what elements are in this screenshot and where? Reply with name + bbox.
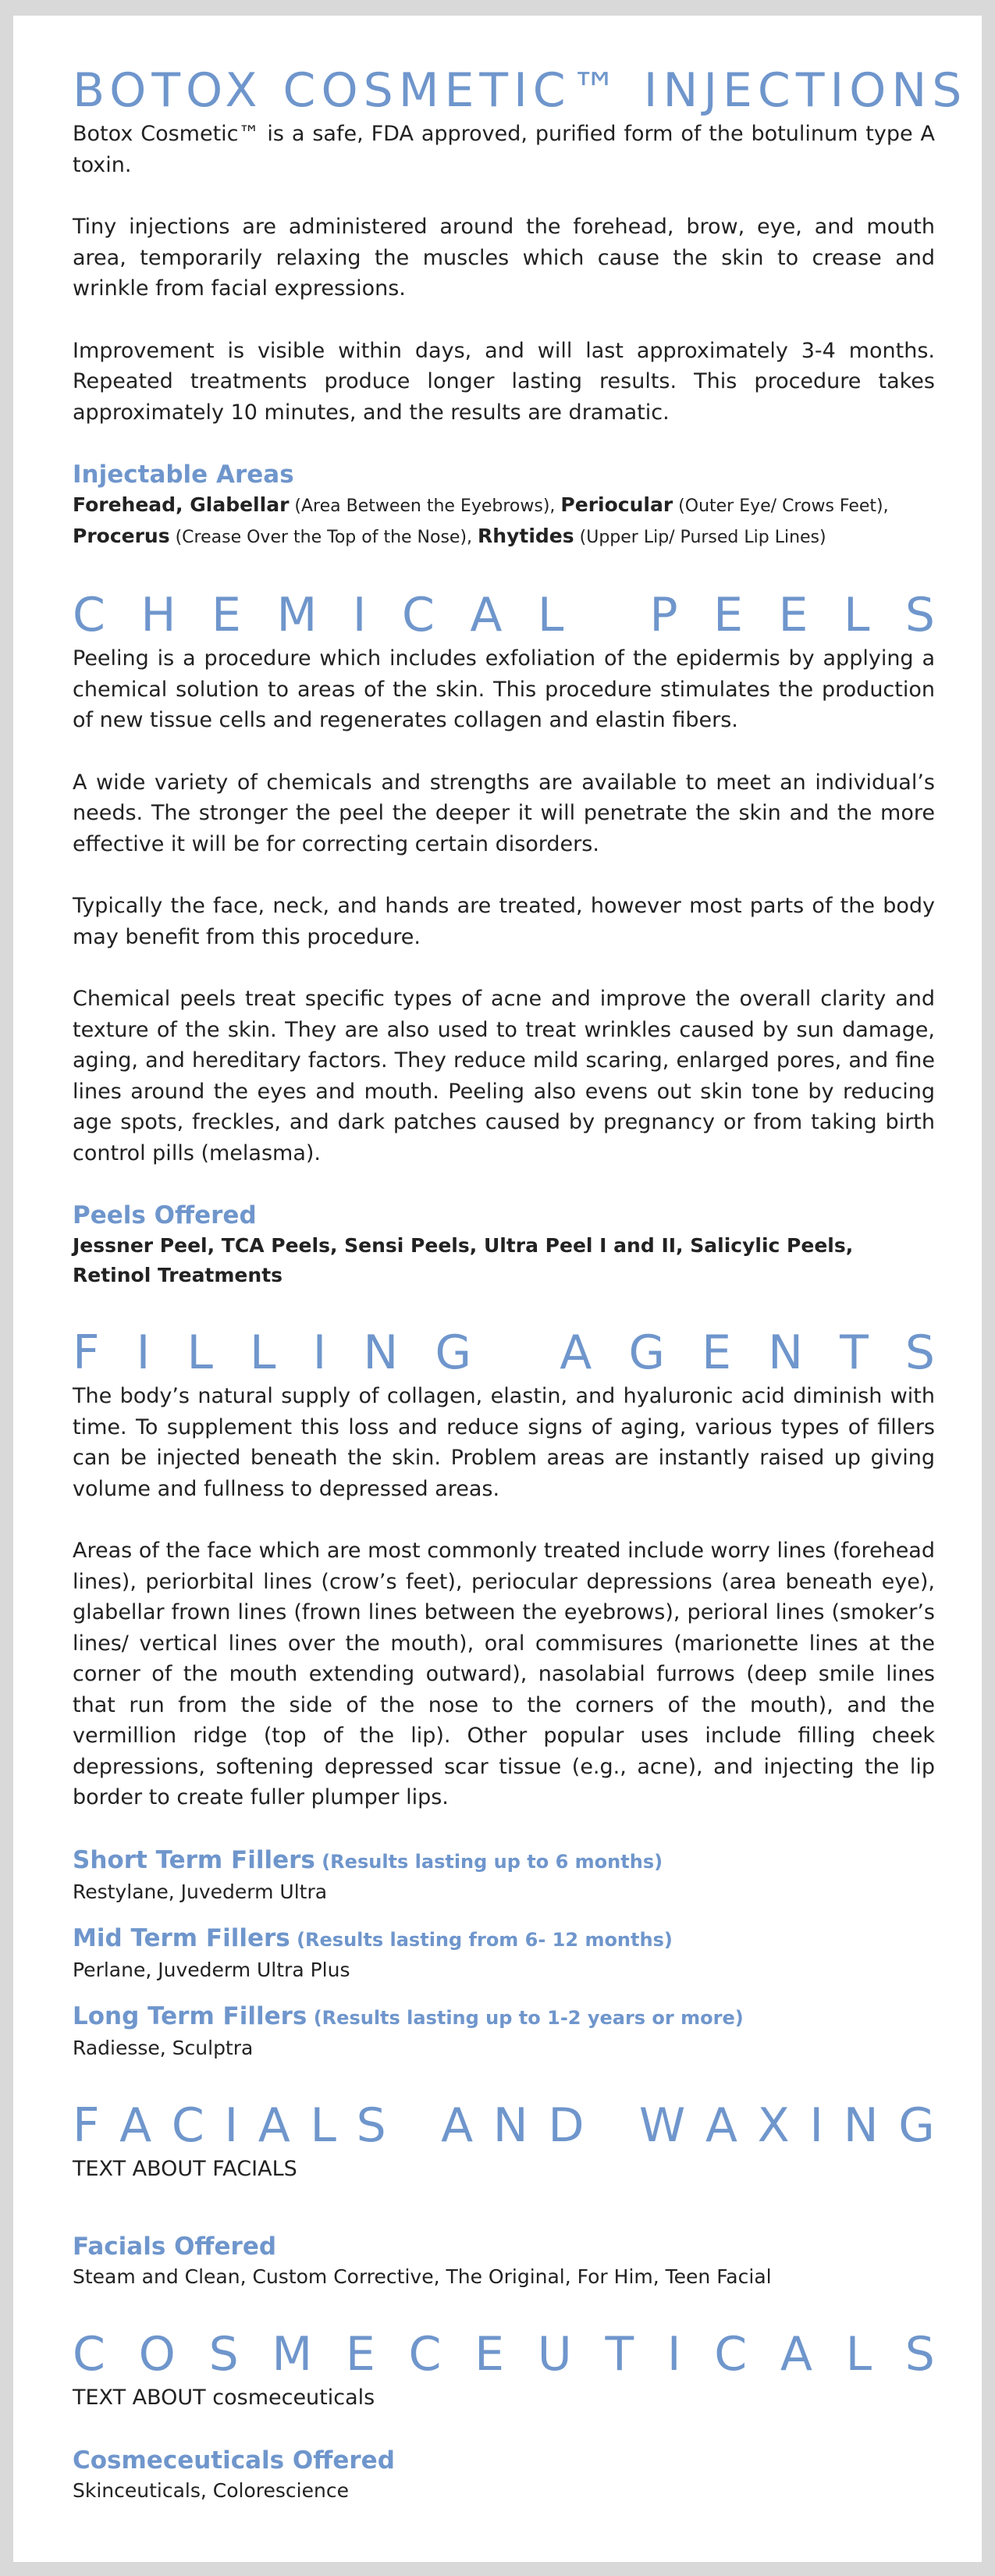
title-letter: X [757,2097,790,2153]
botox-title: BOTOX COSMETIC™ INJECTIONS [73,63,968,118]
title-letter: C [714,2327,748,2382]
facials-title [73,2097,935,2154]
title-letter: N [843,2097,879,2153]
title-space [406,2097,421,2154]
title-letter: A [705,2097,737,2153]
peels-title [73,587,935,643]
title-letter: I [136,1325,151,1380]
filler-group-title: Mid Term Fillers [73,1923,290,1952]
title-letter: C [73,2327,105,2382]
title-letter: A [258,2097,290,2153]
facials-offered-heading: Facials Offered [73,2233,277,2261]
mid-term-fillers-heading [73,1923,935,1955]
peels-offered-items: Jessner Peel, TCA Peels, Sensi Peels, Ultra Peel I and II, Salicylic Peels, Retinol Treatments [73,1234,854,1286]
fillers-title [73,1325,935,1381]
title-letter: A [780,2327,812,2382]
title-letter: M [276,588,318,642]
title-letter: O [138,2327,176,2382]
filler-group-title: Long Term Fillers [73,2001,307,2030]
title-letter: A [119,2097,152,2153]
filler-group-note: (Results lasting up to 6 months) [314,1850,663,1873]
title-space [508,1325,523,1381]
short-term-fillers-list: Restylane, Juvederm Ultra [73,1880,328,1903]
peels-paragraph-2: A wide variety of chemicals and strengths are available to meet an individual’s needs. The stronger the peel the deeper it will penetrate the skin and the more effective it will be for correcting certain disorders. [73,770,935,856]
long-term-fillers-list: Radiesse, Sculptra [73,2036,254,2059]
short-term-fillers-heading [73,1845,935,1877]
area-name: Rhytides [478,525,574,547]
title-letter: D [548,2097,585,2153]
mid-term-fillers-list: Perlane, Juvederm Ultra Plus [73,1958,350,1981]
title-letter: T [605,2327,634,2382]
title-letter: L [250,1325,276,1380]
title-letter: G [898,2097,935,2153]
title-letter: F [73,1325,100,1380]
title-letter: C [408,2327,442,2382]
title-letter: W [638,2097,686,2153]
peels-paragraph-4: Chemical peels treat specific types of acne and improve the overall clarity and texture of the skin. They are also used to treat wrinkles caused by sun damage, aging, and hereditary factors. They reduce mild scaring, enlarged pores, and fine lines around the eyes and mouth. Peeling also evens out skin tone by reducing age spots, freckles, and dark patches caused by pregnancy or from taking birth control pills (melasma). [73,987,935,1165]
area-name: Periocular [560,493,673,516]
botox-paragraph-2: Tiny injections are administered around the forehead, brow, eye, and mouth area, temporarily relaxing the muscles which cause the skin to crease and wrinkle from facial expressions. [73,215,935,301]
facials-offered-list: Steam and Clean, Custom Corrective, The Original, For Him, Teen Facial [73,2265,772,2288]
title-letter: E [211,588,241,642]
title-letter: E [713,588,744,642]
title-letter: N [492,2097,528,2153]
cosmeceuticals-title [73,2326,935,2382]
title-letter: H [140,588,176,642]
title-letter: S [208,2327,239,2382]
area-name: Forehead, Glabellar [73,493,290,516]
facials-text: TEXT ABOUT FACIALS [73,2156,297,2181]
peels-offered-list [73,1231,935,1290]
title-letter: L [845,2327,872,2382]
area-note: (Upper Lip/ Pursed Lip Lines) [574,528,826,547]
title-letter: F [73,2097,100,2153]
title-letter: L [310,2097,336,2153]
area-note: (Area Between the Eyebrows), [289,496,561,516]
title-letter: S [356,2097,386,2153]
title-letter: I [312,1325,327,1380]
title-letter: E [778,588,808,642]
title-letter: G [435,1325,471,1380]
fillers-paragraph-2: Areas of the face which are most commonly treated include worry lines (forehead lines), periorbital lines (crow’s feet), periocular depressions (area beneath eye), glabellar frown lines (frown lines between the eyebrows), perioral lines (smoker’s lines/ vertical lines over the mouth), oral commisures (marionette lines at the corner of the mouth extending outward), nasolabial furrows (deep smile lines that run from the side of the nose to the corners of the mouth), and the vermillion ridge (top of the lip). Other popular uses include filling cheek depressions, softening depressed scar tissue (e.g., acne), and injecting the lip border to create fuller plumper lips. [73,1539,935,1809]
title-letter: C [73,588,105,642]
title-letter: I [352,588,367,642]
title-letter: C [171,2097,204,2153]
title-letter: G [628,1325,665,1380]
cosmeceuticals-offered-heading: Cosmeceuticals Offered [73,2446,395,2475]
filler-group-note: (Results lasting from 6- 12 months) [290,1928,673,1951]
peels-offered-heading: Peels Offered [73,1201,257,1229]
title-letter: A [470,588,503,642]
area-note: (Outer Eye/ Crows Feet), [673,496,889,516]
document-page [13,16,982,2562]
fillers-paragraph-1: The body’s natural supply of collagen, elastin, and hyaluronic acid diminish with time. To supplement this loss and reduce signs of aging, various types of fillers can be injected beneath the skin. Problem areas are instantly raised up giving volume and fullness to depressed areas. [73,1384,935,1501]
title-letter: A [441,2097,474,2153]
title-letter: E [345,2327,375,2382]
peels-paragraph-1: Peeling is a procedure which includes exfoliation of the epidermis by applying a chemical solution to areas of the skin. This procedure stimulates the production of new tissue cells and regenerates collagen and elastin fibers. [73,646,935,732]
title-letter: E [474,2327,505,2382]
title-letter: U [537,2327,572,2382]
filler-group-title: Short Term Fillers [73,1845,315,1874]
title-letter: S [904,2327,935,2382]
title-space [604,2097,619,2154]
botox-paragraph-1: Botox Cosmetic™ is a safe, FDA approved, purified form of the botulinum type A toxin. [73,122,935,177]
title-letter: I [809,2097,824,2153]
area-note: (Crease Over the Top of the Nose), [169,528,478,547]
cosmeceuticals-offered-list: Skinceuticals, Colorescience [73,2478,349,2502]
title-letter: L [187,1325,213,1380]
title-letter: S [904,1325,935,1380]
title-space [599,587,614,643]
document-content [73,62,968,2506]
title-letter: L [843,588,870,642]
title-letter: S [904,588,935,642]
filler-group-note: (Results lasting up to 1-2 years or more) [307,2006,744,2029]
injectable-areas-heading: Injectable Areas [73,461,294,489]
title-letter: I [224,2097,239,2153]
title-letter: L [537,588,564,642]
botox-paragraph-3: Improvement is visible within days, and will last approximately 3-4 months. Repeated treatments produce longer lasting results. This procedure takes approximately 10 minutes, and the results are dramatic. [73,338,935,425]
title-letter: M [272,2327,313,2382]
title-letter: I [666,2327,681,2382]
title-letter: N [363,1325,399,1380]
title-letter: A [560,1325,592,1380]
injectable-areas-list [73,490,935,553]
peels-paragraph-3: Typically the face, neck, and hands are treated, however most parts of the body may benefit from this procedure. [73,894,935,949]
title-letter: T [840,1325,869,1380]
area-name: Procerus [73,525,170,547]
title-letter: N [768,1325,803,1380]
title-letter: C [401,588,435,642]
long-term-fillers-heading [73,2001,935,2033]
title-letter: E [702,1325,731,1380]
cosmeceuticals-text: TEXT ABOUT cosmeceuticals [73,2386,375,2410]
title-letter: P [649,588,678,642]
